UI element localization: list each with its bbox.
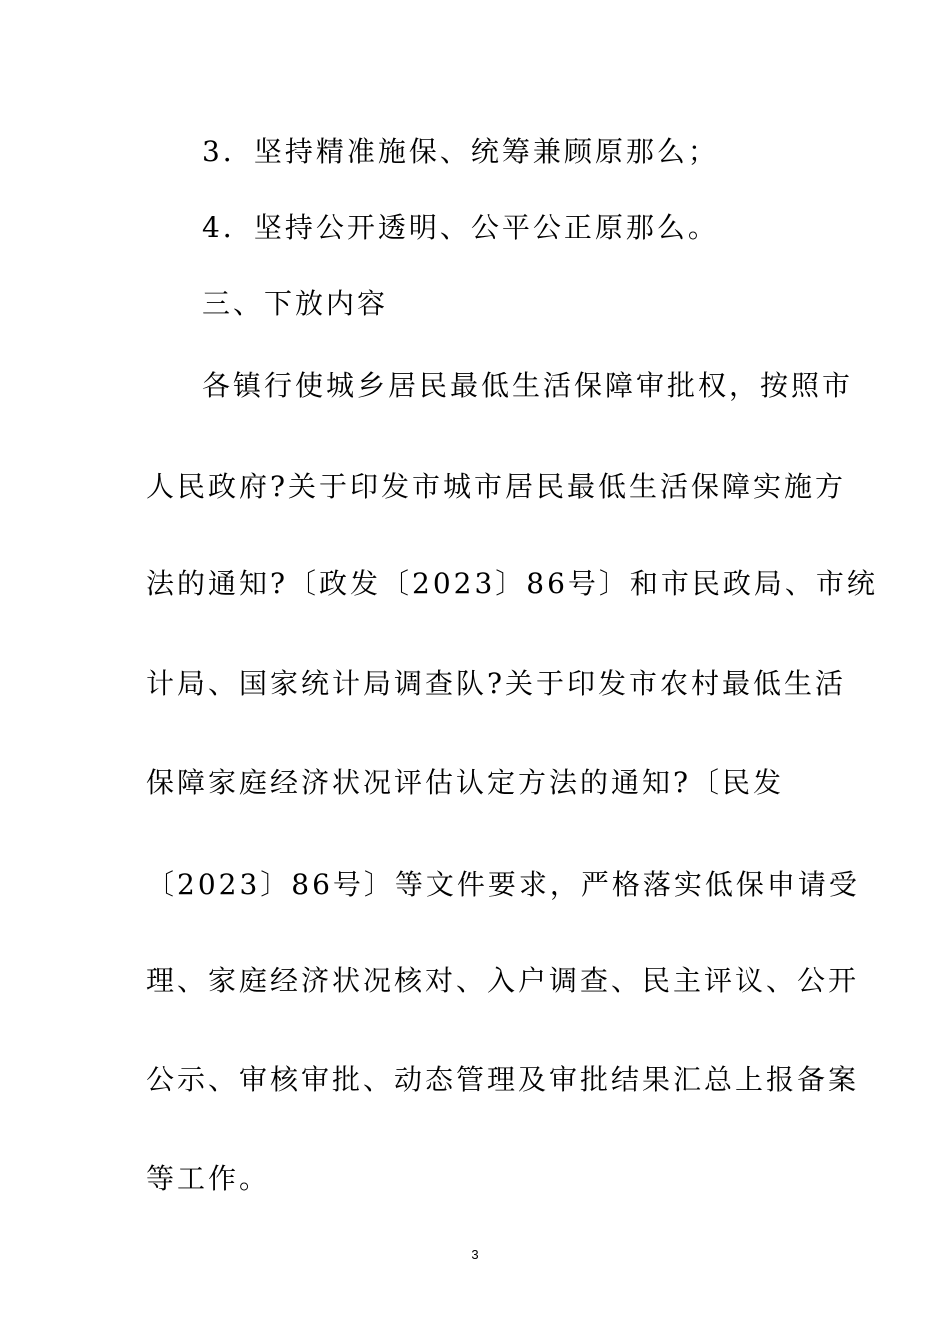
paragraph-line: 人民政府?关于印发市城市居民最低生活保障实施方 [146,470,847,503]
paragraph-line: 法的通知?〔政发〔2023〕86号〕和市民政局、市统 [146,567,878,600]
list-item-4: 4．坚持公开透明、公平公正原那么。 [202,211,719,244]
section-heading: 三、下放内容 [202,287,389,320]
list-item-3: 3．坚持精准施保、统筹兼顾原那么； [202,135,719,168]
paragraph-line: 计局、国家统计局调查队?关于印发市农村最低生活 [146,667,847,700]
paragraph-line: 〔2023〕86号〕等文件要求，严格落实低保申请受 [146,868,860,901]
paragraph-line: 各镇行使城乡居民最低生活保障审批权，按照市 [202,369,854,402]
paragraph-line: 公示、审核审批、动态管理及审批结果汇总上报备案 [146,1063,860,1096]
paragraph-line: 保障家庭经济状况评估认定方法的通知?〔民发 [146,766,785,799]
page-number: 3 [471,1247,479,1262]
paragraph-line: 理、家庭经济状况核对、入户调查、民主评议、公开 [146,964,860,997]
paragraph-line: 等工作。 [146,1162,271,1195]
